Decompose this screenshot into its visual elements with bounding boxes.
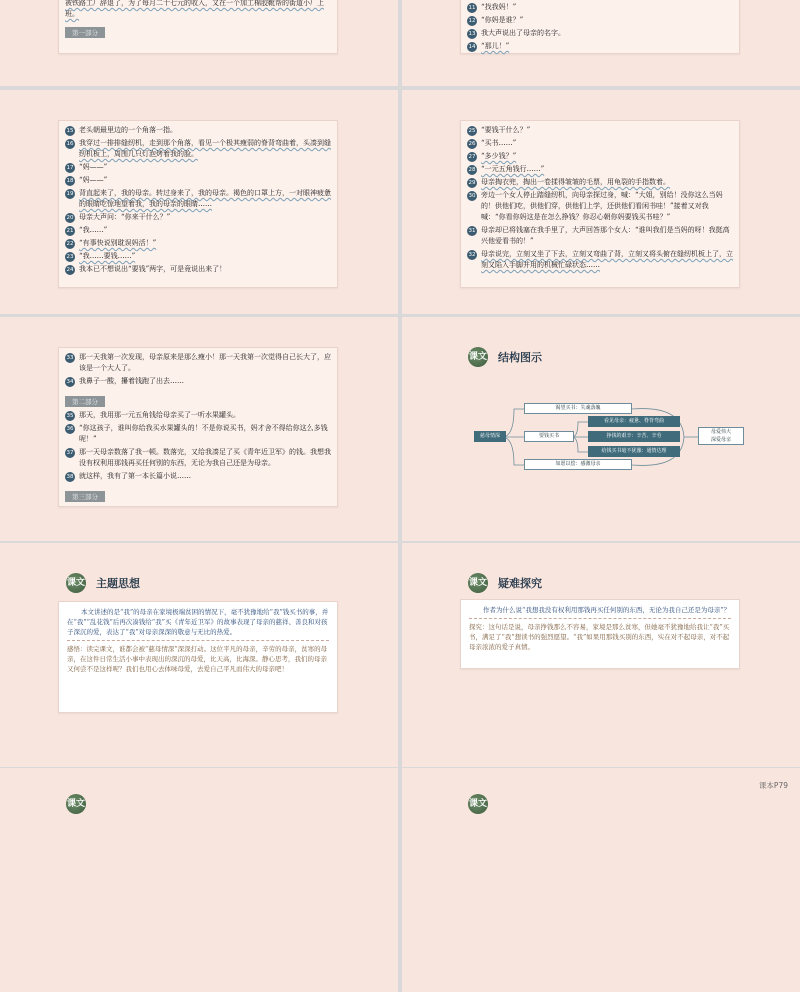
slide-header xyxy=(66,573,140,593)
diagram-branch-node: 要钱买书 xyxy=(524,431,574,442)
item-number: 35 xyxy=(66,412,74,419)
item-number: 18 xyxy=(66,177,74,184)
diagram-branch-node: 如愿以偿：感激母亲 xyxy=(524,459,632,470)
item-number: 37 xyxy=(66,449,74,456)
list-item xyxy=(65,212,331,223)
item-number: 22 xyxy=(66,240,74,247)
list-item xyxy=(467,138,733,149)
item-text: “要钱干什么？” xyxy=(481,126,531,134)
item-text: 母亲掏衣兜，掏出一卷揉得皱皱的毛票，用龟裂的手指数着。 xyxy=(481,178,670,186)
slide-8 xyxy=(402,543,800,767)
slide-header xyxy=(66,794,96,814)
item-number: 33 xyxy=(66,354,74,361)
text-card xyxy=(460,0,740,54)
text-card xyxy=(460,599,740,669)
slide-title: 结构图示 xyxy=(498,351,542,364)
list-item xyxy=(65,238,331,249)
item-text: “多少钱？” xyxy=(481,152,517,160)
item-number: 12 xyxy=(468,17,476,24)
part-label: 第三部分 xyxy=(65,491,105,502)
list-item xyxy=(467,151,733,162)
text-card xyxy=(58,0,338,54)
item-number: 34 xyxy=(66,378,74,385)
part-label: 第一部分 xyxy=(65,27,105,38)
lesson-badge-icon: 课文 xyxy=(66,573,86,593)
slide-1 xyxy=(0,0,398,86)
item-number: 36 xyxy=(66,425,74,432)
item-text: 老头朝最里边的一个角落一指。 xyxy=(79,126,177,134)
list-item xyxy=(467,225,733,247)
item-text: 那天，我用那一元五角钱给母亲买了一听水果罐头。 xyxy=(79,411,240,419)
item-number: 19 xyxy=(66,190,74,197)
list-item xyxy=(467,249,733,271)
item-text: 就这样，我有了第一本长篇小说…… xyxy=(79,472,191,480)
item-text: “我……” xyxy=(79,226,108,234)
slide-header xyxy=(468,573,542,593)
slide-2 xyxy=(402,0,800,86)
item-text: 那一天母亲数落了我一顿。数落完，又给我凑足了买《青年近卫军》的钱。我想我没有权利用那钱再买任何别的东西，无论为我自己还是为母亲。 xyxy=(79,448,331,467)
diagram-leaf-node: 挣钱的艰辛：辛苦、辛劳 xyxy=(588,431,680,442)
list-item xyxy=(65,138,331,160)
item-number: 29 xyxy=(468,179,476,186)
answer-paragraph: 探究：这句话是说，母亲挣钱那么不容易，家境是那么贫寒，但她毫不犹豫地给我让“我”买书，满足了“我”想读书的强烈愿望。“我”如果用那钱买别的东西，实在对不起母亲，对不起母亲浓浓的爱子真情。 xyxy=(469,623,730,651)
item-text: 我本已不想说出“要钱”两字，可是竟说出来了！ xyxy=(79,265,227,273)
list-item xyxy=(65,423,331,445)
list-item xyxy=(65,125,331,136)
page-label: 课本P79 xyxy=(758,781,788,790)
item-text: 母亲说完，立刻又坐了下去，立刻又弯曲了背，立刻又将头俯在缝纫机板上了，立刻又陷入手脚并用的机械忙碌状态…… xyxy=(481,250,733,269)
item-text: 我穿过一排排缝纫机，走到那个角落，看见一个极其瘦弱的脊背弯曲着，头凑到缝纫机板上，周围几只灯泡烤着我的脸。 xyxy=(79,139,331,158)
list-item xyxy=(65,251,331,262)
lesson-badge-icon: 课文 xyxy=(468,794,488,814)
item-number: 28 xyxy=(468,166,476,173)
item-number: 26 xyxy=(468,140,476,147)
item-number: 11 xyxy=(468,4,476,11)
question-paragraph: 作者为什么说“我想我没有权利用那钱再买任何别的东西，无论为我自己还是为母亲”？ xyxy=(483,606,731,614)
slide-7 xyxy=(0,543,398,767)
slide-10 xyxy=(402,768,800,992)
divider xyxy=(469,618,731,619)
item-text: 我鼻子一酸，攥着钱跑了出去…… xyxy=(79,377,184,385)
item-text: “买书……” xyxy=(481,139,517,147)
item-text: “妈——” xyxy=(79,163,108,171)
item-text: 那一天我第一次发现，母亲原来是那么瘦小！那一天我第一次觉得自己长大了，应该是一个大人了。 xyxy=(79,353,331,372)
list-item xyxy=(467,177,733,188)
item-text: 我大声说出了母亲的名字。 xyxy=(481,29,565,37)
item-number: 32 xyxy=(468,251,476,258)
slide-title: 主题思想 xyxy=(96,577,140,590)
item-text: 背直起来了，我的母亲。转过身来了，我的母亲。褐色的口罩上方，一对眼神疲惫的眼睛吃惊地望着我，我的母亲的眼睛…… xyxy=(79,189,331,208)
list-item xyxy=(65,225,331,236)
diagram-leaf-node: 给钱买书毫不犹豫：通情达理 xyxy=(588,446,680,457)
item-number: 15 xyxy=(66,127,74,134)
item-number: 38 xyxy=(66,473,74,480)
list-item xyxy=(467,28,733,39)
diagram-center-node: 慈母情深 xyxy=(474,431,506,442)
divider xyxy=(67,640,329,641)
list-item xyxy=(65,376,331,387)
item-number: 16 xyxy=(66,140,74,147)
slide-5 xyxy=(0,317,398,541)
diagram-branch-node: 渴望买书：失魂落魄 xyxy=(524,403,632,414)
item-text: “找我妈！” xyxy=(481,3,517,11)
item-text: “妈——” xyxy=(79,176,108,184)
list-item xyxy=(65,162,331,173)
diagram-result-node: 母爱伟大 深爱母亲 xyxy=(698,427,744,445)
list-item xyxy=(467,2,733,13)
list-item xyxy=(65,188,331,210)
item-text: “有事快说别耽误妈活！” xyxy=(79,239,157,247)
list-item xyxy=(467,190,733,223)
lesson-badge-icon: 课文 xyxy=(66,794,86,814)
text-card xyxy=(58,347,338,507)
list-item xyxy=(467,164,733,175)
item-number: 24 xyxy=(66,266,74,273)
theme-paragraph: 本文讲述的是“我”的母亲在家境极端贫困的情况下，毫不犹豫地给“我”钱买书的事，并在“我”“乱花钱”后再次凑钱给“我”买《青年近卫军》的故事表现了母亲的慈祥、善良和对孩子深沉的爱，表达了“我”对母亲深深的敬意与无比的热爱。 xyxy=(67,608,329,636)
item-text: “那儿！” xyxy=(481,42,510,50)
list-item xyxy=(65,471,331,482)
item-text: “一元五角钱行……” xyxy=(481,165,545,173)
lesson-badge-icon: 课文 xyxy=(468,347,488,367)
text-card xyxy=(460,120,740,288)
item-number: 21 xyxy=(66,227,74,234)
diagram-leaf-node: 看见母亲：疲惫、脊背弯曲 xyxy=(588,416,680,427)
item-text: “我……要钱……” xyxy=(79,252,136,260)
slide-3 xyxy=(0,90,398,314)
item-number: 20 xyxy=(66,214,74,221)
text-card xyxy=(58,601,338,713)
list-item xyxy=(65,410,331,421)
item-text: 母亲却已将钱塞在我手里了，大声回答那个女人：“谁叫我们是当妈的呀！我挺高兴他爱看书的！” xyxy=(481,226,730,245)
list-item xyxy=(65,175,331,186)
paragraph: 被铁路工厂辞退了，为了每月二十七元的收入，又在一个加工棉胶靴帮的街道小厂上班。 xyxy=(65,0,324,18)
slide-title: 疑难探究 xyxy=(498,577,542,590)
item-number: 25 xyxy=(468,127,476,134)
list-item xyxy=(65,447,331,469)
item-text: 母亲大声问：“你来干什么？” xyxy=(79,213,171,221)
item-number: 23 xyxy=(66,253,74,260)
slide-4 xyxy=(402,90,800,314)
slide-header xyxy=(468,794,498,814)
item-number: 14 xyxy=(468,43,476,50)
item-text: “你妈是谁？” xyxy=(481,16,524,24)
item-text: “你这孩子，谁叫你给我买水果罐头的！不是你说买书，妈才舍不得给你这么多钱呢！” xyxy=(79,424,328,443)
list-item xyxy=(467,41,733,52)
list-item xyxy=(467,125,733,136)
slide-6 xyxy=(402,317,800,541)
text-card xyxy=(58,120,338,288)
item-number: 27 xyxy=(468,153,476,160)
part-label: 第二部分 xyxy=(65,396,105,407)
lesson-badge-icon: 课文 xyxy=(468,573,488,593)
item-text: 旁边一个女人停止踏缝纫机，向母亲探过身，喊：“大姐，别给！没你这么当妈的！供他们吃，供他们穿，供他们上学，还供他们看闲书哇！”接着又对我喊：“你看你妈这是在怎么挣钱？你忍心朝你妈要钱买书哇？” xyxy=(481,191,723,221)
item-number: 30 xyxy=(468,192,476,199)
insight-paragraph: 感悟：读完课文，谁都会被“慈母情深”深深打动。这位平凡的母亲，辛劳的母亲，贫寒的母亲，在这件日常生活小事中表现出的深沉的母爱，比天高，比海深。静心思考，我们的母亲又何尝不是这样呢？我们也用心去体味母爱，去爱自己平凡而伟大的母亲吧！ xyxy=(67,645,328,673)
item-number: 13 xyxy=(468,30,476,37)
list-item xyxy=(65,352,331,374)
item-number: 31 xyxy=(468,227,476,234)
slide-9 xyxy=(0,768,398,992)
list-item xyxy=(467,15,733,26)
list-item xyxy=(65,264,331,275)
item-number: 17 xyxy=(66,164,74,171)
